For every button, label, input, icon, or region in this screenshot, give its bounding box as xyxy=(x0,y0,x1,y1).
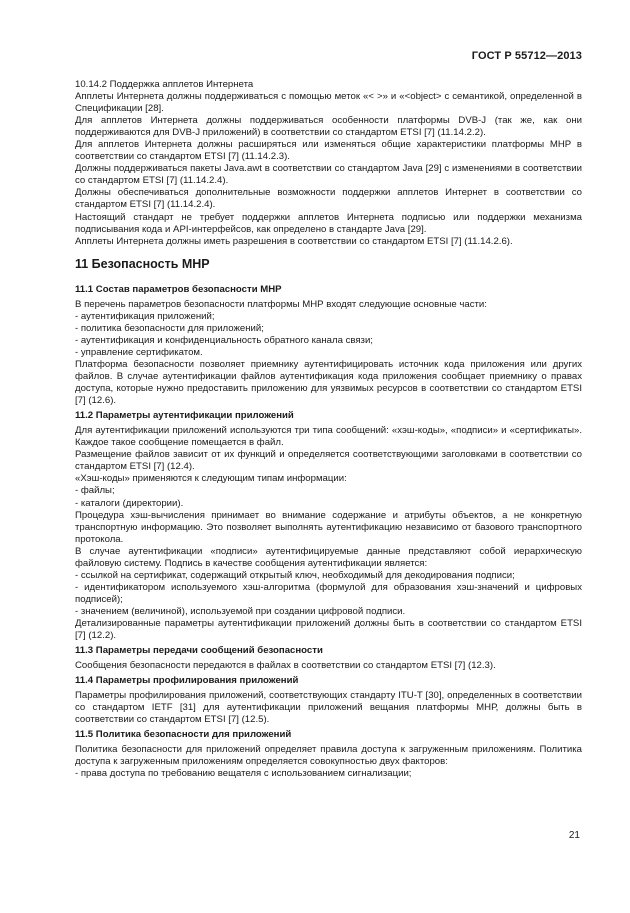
section-heading: 11 Безопасность МНР xyxy=(75,256,210,271)
paragraph: Платформа безопасности позволяет приемнику аутентифицировать источник кода приложения или других файлов. В случае аутентификации файлов аутентификация кода приложения сообщает приемнику о правах доступа, которые нужно предоставить приложению для уязвимых ресурсов в соответствии со стандартом ETSI [7] (12.6). xyxy=(75,358,582,407)
paragraph: Параметры профилирования приложений, соответствующих стандарту ITU-T [30], определенных в соответствии со стандартом IETF [31] для аутентификации приложений вещания платформы МНР, должны быть в соответствии со стандартом ETSI [7] (12.5). xyxy=(75,690,582,726)
paragraph: Для апплетов Интернета должны поддерживаться особенности платформы DVB-J (так же, как они поддерживаются для DVB-J приложений) в соответствии со стандартом ETSI [7] (11.14.2.2). xyxy=(75,115,582,139)
paragraph: - аутентификация и конфиденциальность обратного канала связи; xyxy=(75,334,373,346)
paragraph: - управление сертификатом. xyxy=(75,346,203,358)
subsection-heading: 11.3 Параметры передачи сообщений безопасности xyxy=(75,645,323,657)
paragraph: Сообщения безопасности передаются в файлах в соответствии со стандартом ETSI [7] (12.3). xyxy=(75,660,496,672)
paragraph: Апплеты Интернета должны поддерживаться с помощью меток «< >» и «<object> с семантикой, определенной в Спецификации [28]. xyxy=(75,91,582,115)
paragraph: - каталоги (директории). xyxy=(75,497,184,509)
paragraph: Для апплетов Интернета должны расширяться или изменяться общие характеристики платформы МНР в соответствии со стандартом ETSI [7] (11.14.2.3). xyxy=(75,139,582,163)
paragraph: Должны обеспечиваться дополнительные возможности поддержки апплетов Интернет в соответствии со стандартом ETSI [7] (11.14.2.4). xyxy=(75,187,582,211)
paragraph: Размещение файлов зависит от их функций и определяется соответствующими заголовками в соответствии со стандартом ETSI [7] (12.4). xyxy=(75,449,582,473)
paragraph: Настоящий стандарт не требует поддержки апплетов Интернета подписью или поддержки механизма подписывания кода и API-интерфейсов, как определено в стандарте Java [29]. xyxy=(75,211,582,235)
paragraph: - политика безопасности для приложений; xyxy=(75,322,264,334)
paragraph: - права доступа по требованию вещателя с использованием сигнализации; xyxy=(75,768,412,780)
paragraph: Детализированные параметры аутентификации приложений должны быть в соответствии со стандартом ETSI [7] (12.2). xyxy=(75,617,582,642)
paragraph: В случае аутентификации «подписи» аутентифицируемые данные представляют собой иерархическую файловую систему. Подпись в качестве сообщения аутентификации является: xyxy=(75,545,582,569)
subsection-heading: 11.5 Политика безопасности для приложений xyxy=(75,729,292,741)
subsection-heading: 11.4 Параметры профилирования приложений xyxy=(75,675,299,687)
document-body xyxy=(75,79,582,781)
paragraph: Процедура хэш-вычисления принимает во внимание содержание и атрибуты объектов, а не конкретную транспортную информацию. Это позволяет выполнять аутентификацию независимо от базового транспортного протокола. xyxy=(75,509,582,545)
paragraph: Политика безопасности для приложений определяет правила доступа к загруженным приложениям. Политика доступа к загруженным приложениям определяется совокупностью двух факторов: xyxy=(75,744,582,768)
paragraph: Должны поддерживаться пакеты Java.awt в соответствии со стандартом Java [29] с изменениями в соответствии со стандартом ETSI [7] (11.14.2.4). xyxy=(75,163,582,187)
paragraph: Для аутентификации приложений используются три типа сообщений: «хэш-коды», «подписи» и «сертификаты». Каждое такое сообщение помещается в файл. xyxy=(75,425,582,449)
subsection-heading: 11.1 Состав параметров безопасности МНР xyxy=(75,283,282,295)
paragraph: - идентификатором используемого хэш-алгоритма (формулой для образования хэш-значений и цифровых подписей); xyxy=(75,581,582,605)
page-number: 21 xyxy=(568,830,580,841)
paragraph: - значением (величиной), используемой при создании цифровой подписи. xyxy=(75,605,406,617)
standard-header: ГОСТ Р 55712—2013 xyxy=(471,50,582,62)
paragraph: 10.14.2 Поддержка апплетов Интернета xyxy=(75,79,254,90)
paragraph: - ссылкой на сертификат, содержащий открытый ключ, необходимый для декодирования подписи; xyxy=(75,569,515,581)
paragraph: Апплеты Интернета должны иметь разрешения в соответствии со стандартом ETSI [7] (11.14.2.6). xyxy=(75,235,513,247)
paragraph: «Хэш-коды» применяются к следующим типам информации: xyxy=(75,473,347,485)
paragraph: В перечень параметров безопасности платформы МНР входят следующие основные части: xyxy=(75,298,487,310)
paragraph: - файлы; xyxy=(75,485,115,497)
paragraph: - аутентификация приложений; xyxy=(75,310,215,322)
subsection-heading: 11.2 Параметры аутентификации приложений xyxy=(75,410,294,422)
